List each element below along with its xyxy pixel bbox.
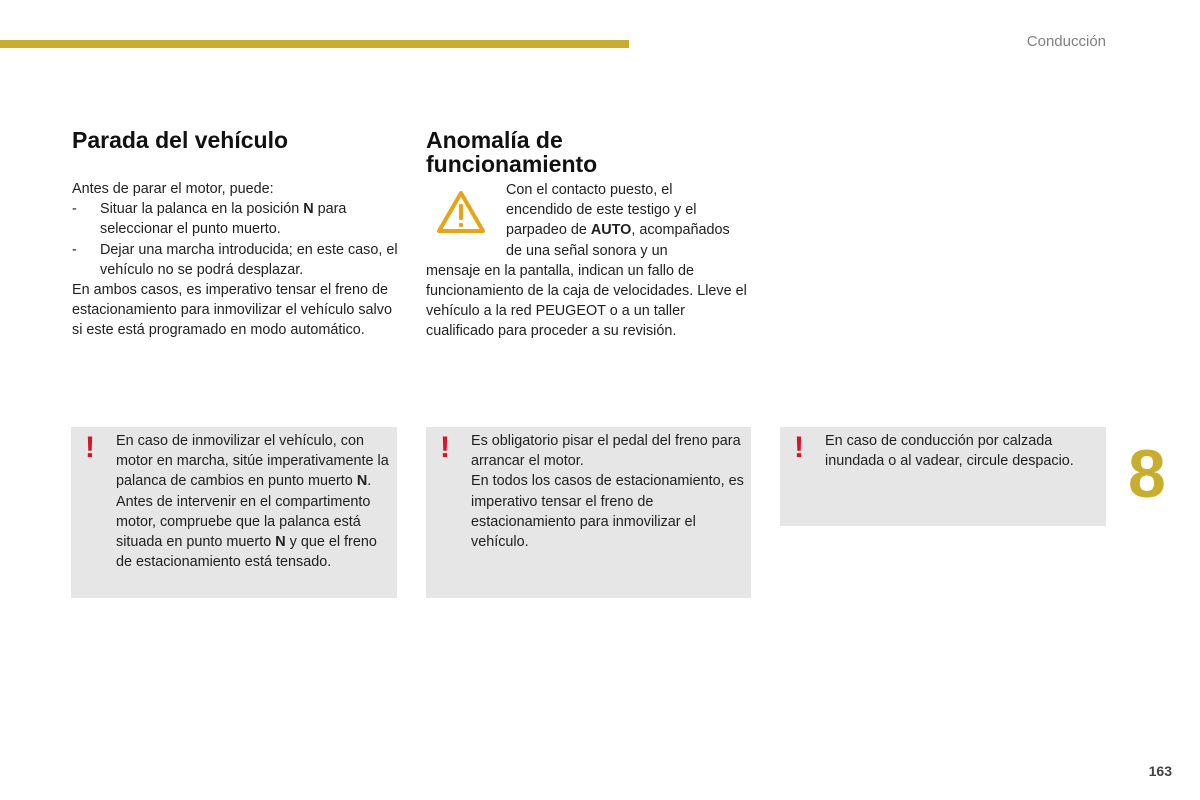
- note-paragraph: En caso de conducción por calzada inundada o al vadear, circule despacio.: [825, 433, 1074, 470]
- note-paragraph-text: En caso de inmovilizar el vehículo, con motor en marcha, sitúe imperativamente la palanca de cambios en punto muerto: [116, 433, 389, 490]
- note-paragraph-text: Antes de intervenir en el compartimento motor, compruebe que la palanca está situada en punto muerto: [116, 493, 371, 551]
- anomalia-line-text: parpadeo de: [506, 222, 591, 239]
- anomalia-body: mensaje en la pantalla, indican un fallo de funcionamiento de la caja de velocidades. Lleve el vehículo a la red PEUGEOT o a un taller cualificado para proceder a su revisión.: [426, 262, 747, 340]
- parada-intro: Antes de parar el motor, puede:: [72, 181, 274, 197]
- header-accent-bar: [0, 40, 629, 48]
- parada-title: Parada del vehículo: [72, 127, 289, 153]
- anomalia-title-line1: Anomalía de: [426, 127, 563, 153]
- note-text: [825, 431, 1100, 471]
- note-paragraph: [116, 492, 391, 573]
- parada-list: [72, 199, 402, 280]
- anomalia-title-line2: funcionamiento: [426, 151, 598, 177]
- anomalia-line: de una señal sonora y un: [506, 242, 668, 259]
- chapter-number: 8: [1128, 436, 1166, 512]
- exclamation-icon: !: [440, 431, 450, 464]
- auto-label: AUTO: [590, 222, 632, 239]
- neutral-gear-label: N: [275, 534, 286, 551]
- anomalia-line: encendido de este testigo y el: [506, 202, 697, 219]
- note-box-1: [71, 427, 397, 598]
- warning-block: [426, 180, 756, 261]
- note-paragraph: Es obligatorio pisar el pedal del freno para arrancar el motor.: [471, 433, 741, 470]
- note-box-2: [426, 427, 751, 598]
- list-item-text: para seleccionar el punto muerto.: [100, 201, 347, 238]
- anomalia-section: [426, 128, 756, 342]
- warning-triangle-icon: [436, 190, 486, 234]
- note-paragraph: [116, 431, 391, 492]
- list-item: [72, 199, 402, 239]
- note-paragraph-text: y que el freno de estacionamiento está tensado.: [116, 534, 377, 571]
- anomalia-line: [506, 220, 756, 240]
- anomalia-line: Con el contacto puesto, el: [506, 182, 673, 198]
- exclamation-icon: !: [794, 431, 804, 464]
- list-item-text: Situar la palanca en la posición: [100, 201, 304, 218]
- note-paragraph-text: .: [367, 473, 372, 490]
- exclamation-icon: !: [85, 431, 95, 464]
- list-item: - Dejar una marcha introducida; en este caso, el vehículo no se podrá desplazar.: [72, 240, 402, 280]
- note-text: [116, 431, 391, 572]
- anomalia-title: [426, 128, 756, 176]
- anomalia-line-text: , acompañados: [631, 222, 730, 239]
- note-paragraph: En todos los casos de estacionamiento, es imperativo tensar el freno de estacionamiento para inmovilizar el vehículo.: [471, 473, 744, 551]
- parada-section: [72, 128, 402, 341]
- neutral-gear-label: N: [356, 473, 368, 490]
- neutral-gear-label: N: [303, 201, 314, 218]
- note-text: [471, 431, 745, 552]
- section-title: Conducción: [1026, 33, 1106, 50]
- note-box-3: [780, 427, 1106, 526]
- parada-body: En ambos casos, es imperativo tensar el freno de estacionamiento para inmovilizar el vehículo salvo si este está programado en modo automático.: [72, 282, 392, 339]
- page-number: 163: [1148, 763, 1172, 779]
